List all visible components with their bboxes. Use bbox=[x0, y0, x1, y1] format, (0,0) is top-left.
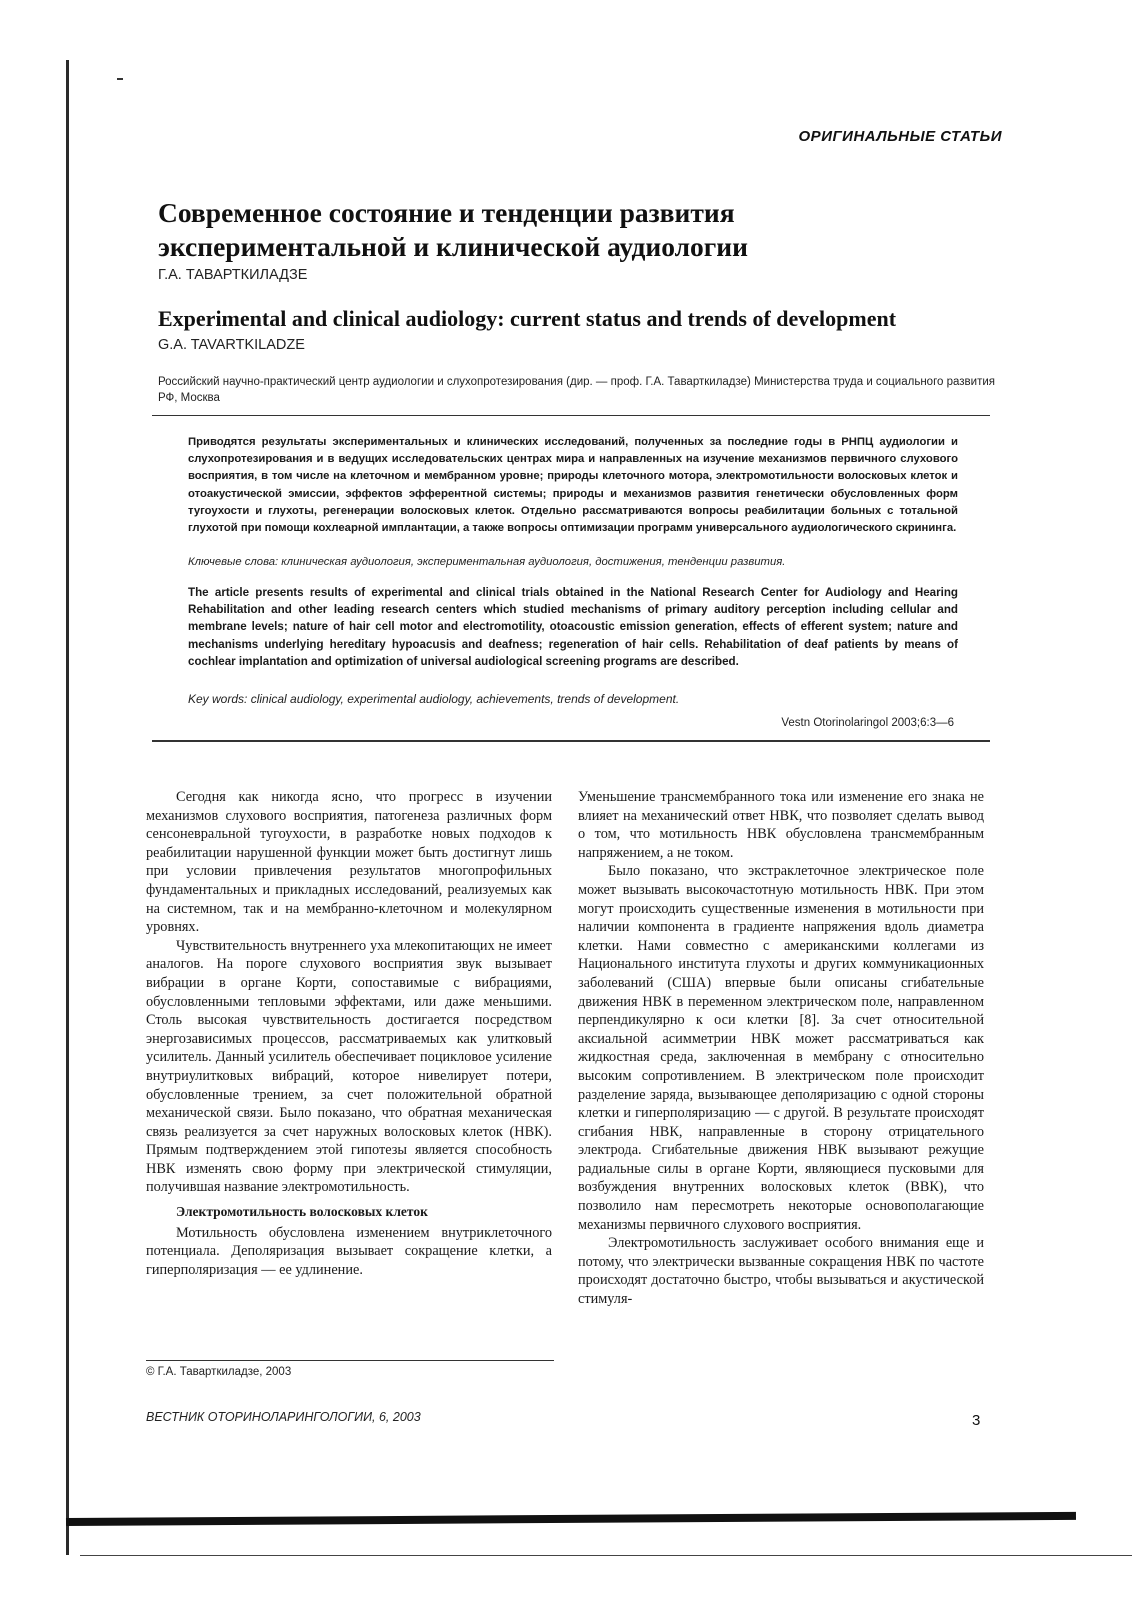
page-number: 3 bbox=[972, 1412, 981, 1429]
section-heading: Электромотильность волосковых клеток bbox=[176, 1204, 428, 1220]
title-ru-line-2: экспериментальной и клинической аудиологии bbox=[158, 231, 748, 262]
body-paragraph: Электромотильность заслуживает особого внимания еще и потому, что электрически вызванные сокращения НВК по частоте происходят достаточно быстро, чтобы вызываться и акустической стимуля- bbox=[578, 1235, 984, 1308]
abstract-en: The article presents results of experimental and clinical trials obtained in the National Research Center for Audiology and Hearing Rehabilitation and other leading research centers which studied mechanisms of primary auditory perception including cellular and membrane levels; nature of hair cell motor and electromotility, otoacoustic emission generation, effects of efferent system; nature and mechanisms underlying hereditary hypoacusis and deafness; regeneration of hair cells. Rehabilitation of deaf patients by means of cochlear implantation and optimization of universal audiological screening programs are described. bbox=[188, 586, 958, 668]
body-paragraph: Уменьшение трансмембранного тока или изменение его знака не влияет на механический ответ НВК, что позволяет сделать вывод о том, что мотильность НВК обусловлена трансмембранным напряжением, а не током. bbox=[578, 789, 984, 861]
body-column-left bbox=[146, 788, 552, 1279]
journal-footer: ВЕСТНИК ОТОРИНОЛАРИНГОЛОГИИ, 6, 2003 bbox=[146, 1410, 421, 1424]
scan-left-edge bbox=[66, 60, 69, 1555]
body-paragraph: Мотильность обусловлена изменением внутриклеточного потенциала. Деполяризация вызывает сокращение клетки, а гиперполяризация — ее удлинение. bbox=[146, 1224, 552, 1278]
scan-mark bbox=[117, 78, 123, 80]
copyright-note: © Г.А. Таварткиладзе, 2003 bbox=[146, 1366, 292, 1378]
keywords-en: Key words: clinical audiology, experimental audiology, achievements, trends of development. bbox=[188, 692, 680, 706]
author-ru: Г.А. ТАВАРТКИЛАДЗЕ bbox=[158, 267, 308, 283]
body-paragraph: Сегодня как никогда ясно, что прогресс в изучении механизмов слухового восприятия, патогенеза различных форм сенсоневральной тугоухости, в разработке новых подходов к реабилитации нарушенной функции может быть достигнут лишь при условии привлечения результатов многопрофильных фундаментальных и прикладных исследований, реализуемых как на системном, так и на мембранно-клеточном и молекулярном уровнях. bbox=[146, 789, 552, 936]
scan-bottom-line bbox=[80, 1555, 1132, 1556]
affiliation: Российский научно-практический центр аудиологии и слухопротезирования (дир. — проф. Г.А. Таварткиладзе) Министерства труда и социального развития РФ, Москва bbox=[158, 376, 995, 404]
divider-abstract-end bbox=[152, 740, 990, 742]
scan-bottom-edge bbox=[66, 1512, 1076, 1526]
body-paragraph: Чувствительность внутреннего уха млекопитающих не имеет аналогов. На пороге слухового восприятия звук вызывает вибрации в органе Корти, сопоставимые с вибрациями, обусловленными тепловыми эффектами, или даже меньшими. Столь высокая чувствительность достигается посредством энергозависимых процессов, рассматриваемых как улитковый усилитель. Данный усилитель обеспечивает поцикловое усиление внутриулитковых вибраций, которое нивелирует потери, обусловленные трением, за счет положительной обратной механической связи. Было показано, что обратная механическая связь реализуется за счет наружных волосковых клеток (НВК). Прямым подтверждением этой гипотезы является способность НВК изменять свою форму при электрической стимуляции, получившая название электромотильность. bbox=[146, 937, 552, 1196]
author-en: G.A. TAVARTKILADZE bbox=[158, 337, 305, 353]
title-ru-line-1: Современное состояние и тенденции развития bbox=[158, 197, 735, 228]
citation: Vestn Otorinolaringol 2003;6:3—6 bbox=[781, 717, 954, 729]
keywords-ru: Ключевые слова: клиническая аудиология, экспериментальная аудиология, достижения, тенденции развития. bbox=[188, 556, 786, 568]
article-title-ru bbox=[158, 196, 918, 264]
section-label: ОРИГИНАЛЬНЫЕ СТАТЬИ bbox=[798, 128, 1002, 145]
abstract-ru: Приводятся результаты экспериментальных и клинических исследований, полученных за последние годы в РНПЦ аудиологии и слухопротезирования и в ведущих исследовательских центрах мира и направленных на изучение механизмов первичного слухового восприятия, в том числе на клеточном и мембранном уровне; природы клеточного мотора, электромотильности волосковых клеток и отоакустической эмиссии, эффектов эфферентной системы; природы и механизмов развития генетически обусловленных форм тугоухости и глухоты, регенерации волосковых клеток. Отдельно рассматриваются вопросы реабилитации больных с тотальной глухотой при помощи кохлеарной имплантации, а также вопросы оптимизации программ универсального аудиологического скрининга. bbox=[188, 436, 958, 535]
body-paragraph: Было показано, что экстраклеточное электрическое поле может вызывать высокочастотную мотильность НВК. При этом могут происходить существенные изменения в мотильности при наличии компонента в градиенте напряжения вдоль диаметра клетки. Нами совместно с американскими коллегами из Национального института глухоты и других коммуникационных заболеваний (США) впервые были описаны сгибательные движения НВК в переменном электрическом поле, направленном перпендикулярно к оси клетки [8]. За счет относительной аксиальной асимметрии НВК может рассматриваться как жидкостная среда, заключенная в мембрану с относительно высоким сопротивлением. В электрическом поле происходит разделение заряда, вызывающее деполяризацию с одной стороны клетки и гиперполяризацию — с другой. В результате происходят сгибания НВК, направленные в сторону отрицательного электрода. Сгибательные движения НВК вызывают режущие радиальные силы в органе Корти, являющиеся пусковыми для возбуждения внутренних волосковых клеток (ВВК), что позволило нам пересмотреть некоторые основополагающие механизмы первичного слухового восприятия. bbox=[578, 863, 984, 1233]
divider-top bbox=[152, 415, 990, 416]
footnote-divider bbox=[146, 1360, 554, 1361]
body-column-right bbox=[578, 788, 984, 1309]
article-title-en: Experimental and clinical audiology: current status and trends of development bbox=[158, 306, 897, 331]
